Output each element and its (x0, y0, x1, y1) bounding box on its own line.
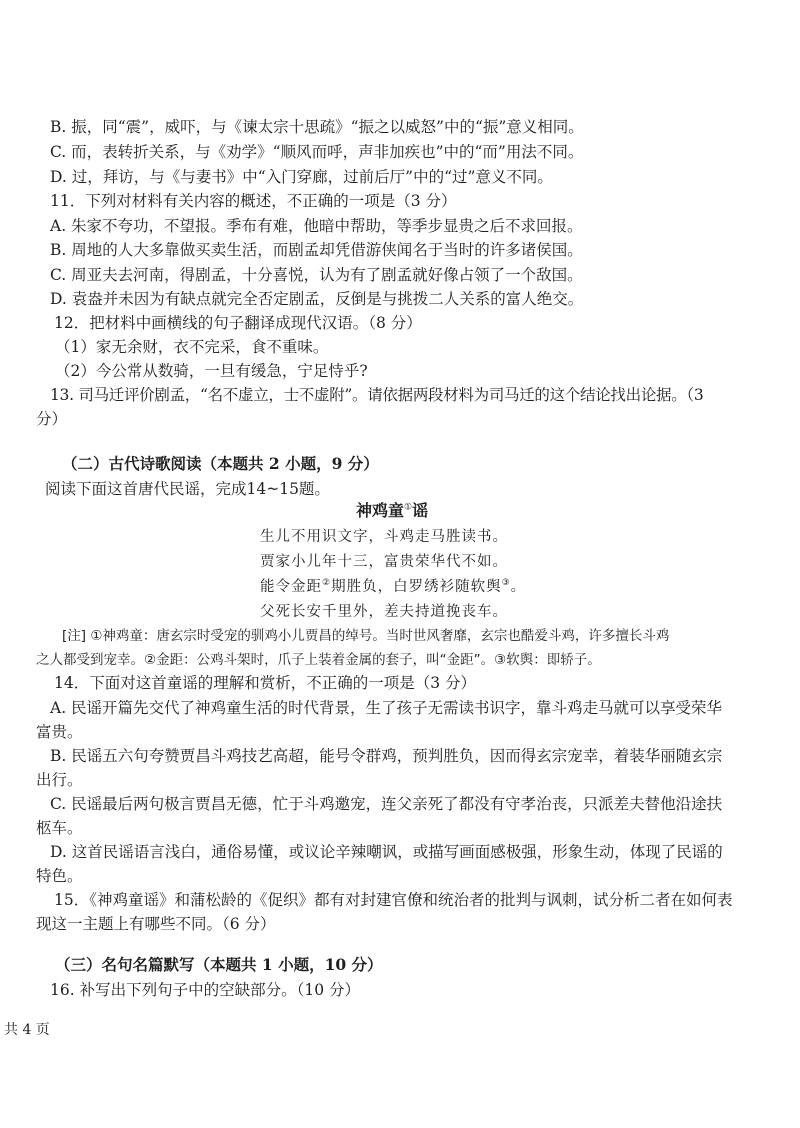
question-13-line-1: 13. 司马迁评价剧孟，“名不虚立，士不虚附”。请依据两段材料为司马迁的这个结论找出论据。（3 (50, 386, 704, 404)
question-12-item-2: （2）今公常从数骑，一旦有缓急，宁足恃乎? (55, 362, 368, 380)
poem-notes-line-1: [注] ①神鸡童：唐玄宗时受宠的驯鸡小儿贾昌的绰号。当时世风奢靡，玄宗也酷爱斗鸡，许多擅长斗鸡 (62, 628, 670, 644)
page-footer: 共 4 页 (4, 1022, 50, 1038)
question-11-stem: 11．下列对材料有关内容的概述，不正确的一项是（3 分） (50, 192, 457, 210)
poem-title: 神鸡童①谣 (356, 501, 429, 520)
question-14-option-a-line-1: A. 民谣开篇先交代了神鸡童生活的时代背景，生了孩子无需读书识字，靠斗鸡走马就可以享受荣华 (50, 699, 723, 717)
question-12-stem: 12．把材料中画横线的句子翻译成现代汉语。（8 分） (54, 314, 422, 332)
poem-line-2: 贾家小儿年十三，富贵荣华代不如。 (260, 554, 508, 570)
question-14-option-d-line-2: 特色。 (36, 867, 83, 885)
question-14-option-c-line-2: 柩车。 (36, 819, 83, 837)
section-2-heading: （二）古代诗歌阅读（本题共 2 小题，9 分） (62, 454, 379, 473)
question-15-line-2: 现这一主题上有哪些不同。（6 分） (36, 915, 276, 933)
section-2-intro: 阅读下面这首唐代民谣，完成14~15题。 (45, 480, 330, 498)
section-3-heading: （三）名句名篇默写（本题共 1 小题，10 分） (55, 955, 383, 974)
question-11-option-a: A. 朱家不夸功，不望报。季布有难，他暗中帮助，等季步显贵之后不求回报。 (50, 217, 583, 235)
question-14-option-c-line-1: C. 民谣最后两句极言贾昌无德，忙于斗鸡邀宠，连父亲死了都没有守孝治丧，只派差夫替他沿途扶 (50, 795, 723, 813)
question-13-line-2: 分） (36, 410, 68, 428)
question-10-option-d: D. 过，拜访，与《与妻书》中“入门穿廊，过前后厅”中的“过”意义不同。 (50, 168, 553, 186)
question-11-option-d: D. 袁盎并未因为有缺点就完全否定剧孟，反倒是与挑拨二人关系的富人绝交。 (50, 290, 584, 308)
question-12-item-1: （1）家无余财，衣不完采，食不重味。 (55, 338, 329, 356)
question-10-option-b: B. 振，同“震”，威吓，与《谏太宗十思疏》“振之以威怒”中的“振”意义相同。 (50, 118, 584, 136)
question-14-option-a-line-2: 富贵。 (36, 723, 83, 741)
question-14-option-b-line-2: 出行。 (36, 771, 83, 789)
poem-notes-line-2: 之人都受到宠幸。②金距：公鸡斗架时，爪子上装着金属的套子，叫“金距”。③软舆：即轿子。 (36, 652, 601, 668)
question-16-stem: 16. 补写出下列句子中的空缺部分。（10 分） (50, 981, 360, 999)
poem-line-3: 能令金距②期胜负，白罗绣衫随软舆③。 (260, 578, 527, 595)
question-14-option-d-line-1: D. 这首民谣语言浅白，通俗易懂，或议论辛辣嘲讽，或描写画面感极强，形象生动，体现了民谣的 (50, 843, 723, 861)
question-14-stem: 14．下面对这首童谣的理解和赏析，不正确的一项是（3 分） (54, 674, 477, 692)
question-10-option-c: C. 而，表转折关系，与《劝学》“顺风而呼，声非加疾也”中的“而”用法不同。 (50, 143, 584, 161)
question-11-option-c: C. 周亚夫去河南，得剧孟，十分喜悦，认为有了剧孟就好像占领了一个敌国。 (50, 266, 583, 284)
question-11-option-b: B. 周地的人大多靠做买卖生活，而剧孟却凭借游侠闻名于当时的许多诸侯国。 (50, 241, 583, 259)
question-14-option-b-line-1: B. 民谣五六句夸赞贾昌斗鸡技艺高超，能号令群鸡，预判胜负，因而得玄宗宠幸，着装华丽随玄宗 (50, 747, 723, 765)
poem-line-4: 父死长安千里外，差夫持道挽丧车。 (260, 604, 508, 620)
poem-line-1: 生儿不用识文字，斗鸡走马胜读书。 (260, 529, 508, 545)
question-15-line-1: 15．《神鸡童谣》和蒲松龄的《促织》都有对封建官僚和统治者的批判与讽刺，试分析二者在如何表 (54, 891, 733, 909)
